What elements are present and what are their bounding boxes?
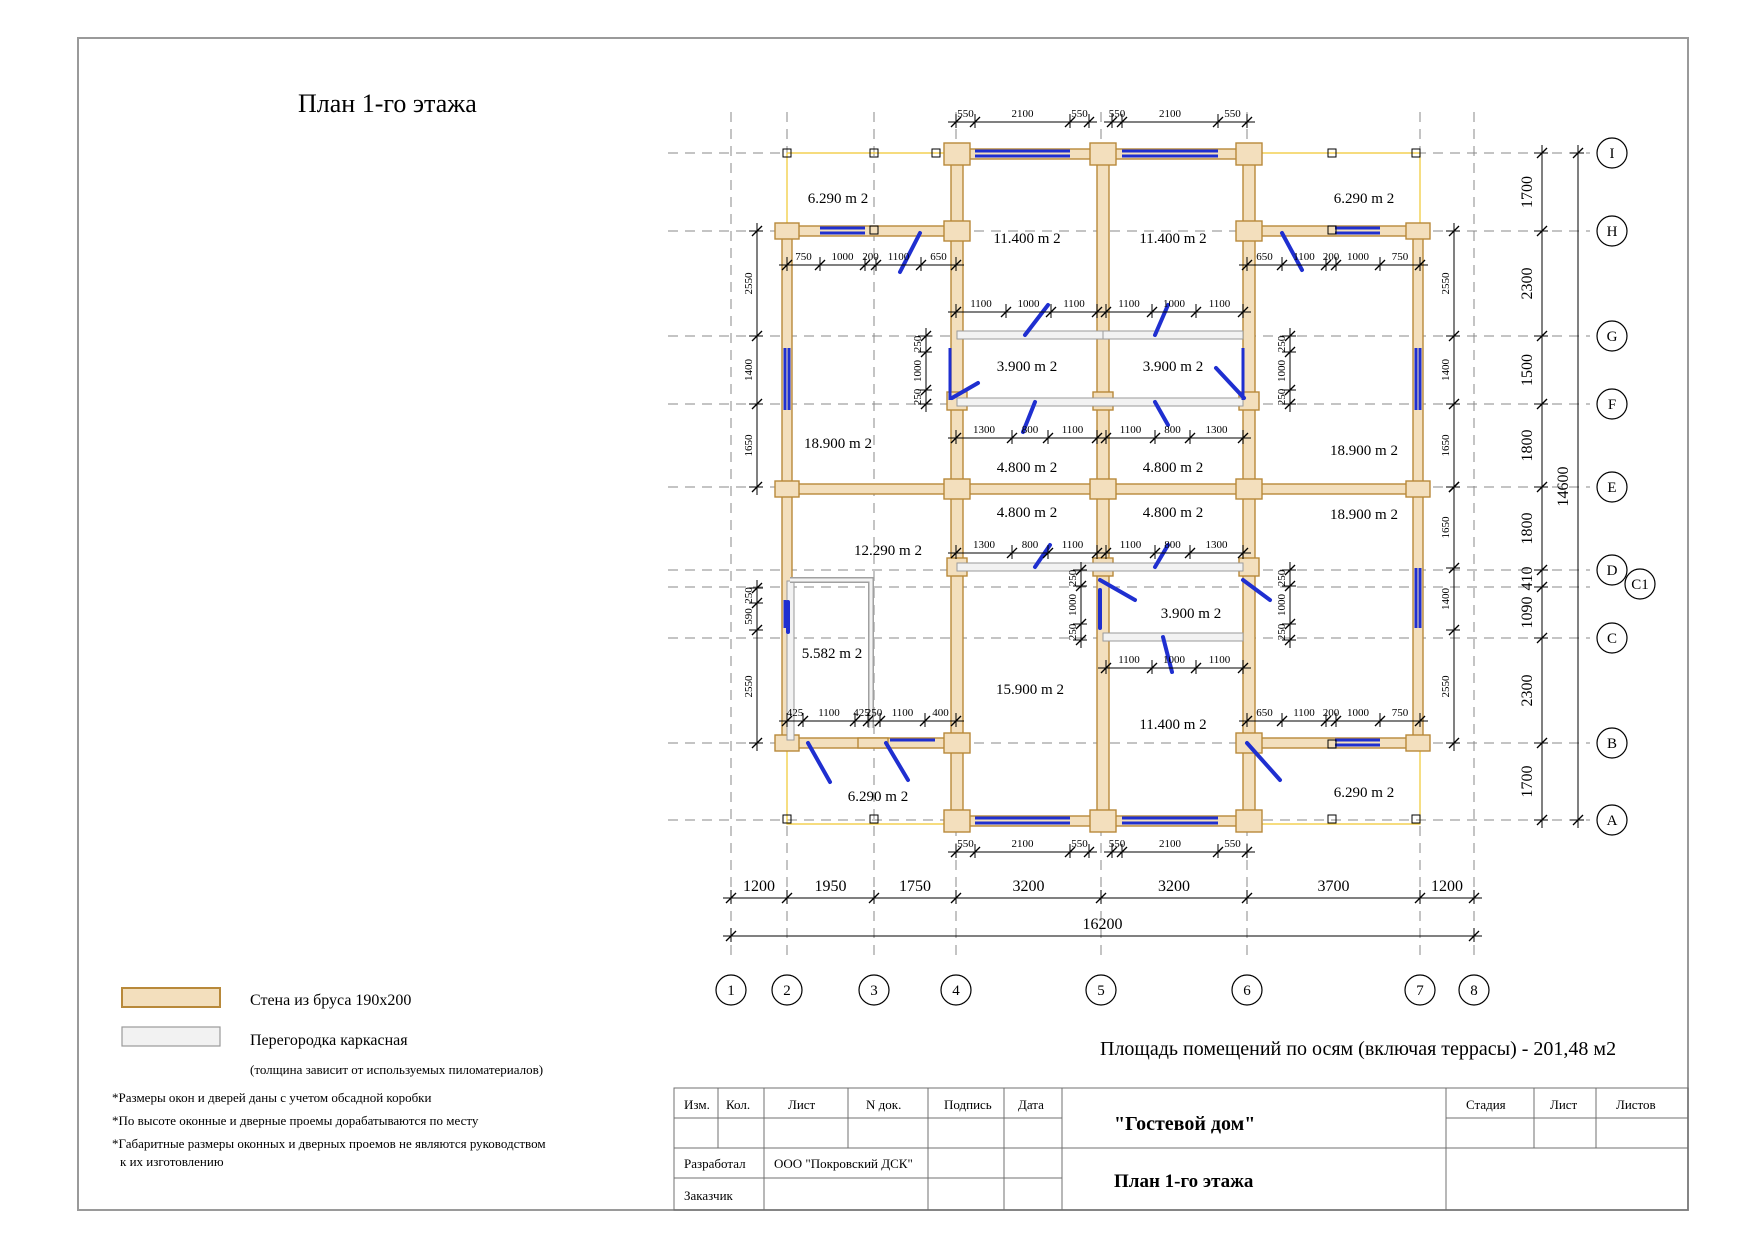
dim-top-right-0: 550 <box>1108 108 1126 120</box>
dim-right-chain-7: 2300 <box>1519 674 1536 707</box>
legend-partition-swatch <box>122 1027 220 1046</box>
frame-partitions <box>787 331 1243 740</box>
room-area-8: 4.800 m 2 <box>1142 460 1204 476</box>
room-area-14: 3.900 m 2 <box>1160 606 1222 622</box>
dim-d-right-0: 1100 <box>1119 539 1142 551</box>
tb-sheet-name: План 1-го этажа <box>1114 1171 1254 1192</box>
dim-top-left-2: 550 <box>1071 108 1088 120</box>
dim-bottom-chain-6: 1200 <box>1431 878 1463 895</box>
dim-vert-a-1: 1000 <box>912 360 924 382</box>
dim-f-right-2: 1300 <box>1205 424 1228 436</box>
dim-bottom-chain-4: 3200 <box>1158 878 1190 895</box>
room-area-15: 5.582 m 2 <box>801 646 863 662</box>
dim-b-right-2: 200 <box>1322 707 1340 719</box>
room-area-11: 4.800 m 2 <box>996 505 1058 521</box>
tb-project: "Гостевой дом" <box>1114 1113 1256 1135</box>
dim-bottom-right-0: 550 <box>1108 838 1126 850</box>
dim-c-row-1: 1000 <box>1163 654 1185 666</box>
dim-top-left-1: 2100 <box>1011 108 1034 120</box>
legend <box>122 988 543 1077</box>
dim-d-right-1: 800 <box>1164 539 1181 551</box>
room-area-17: 11.400 m 2 <box>1139 717 1207 733</box>
tb-podpis: Подпись <box>944 1097 992 1112</box>
dim-vert-a-0: 250 <box>912 335 924 353</box>
dim-bottom-left-2: 550 <box>1071 838 1088 850</box>
room-area-16: 15.900 m 2 <box>996 682 1064 698</box>
area-note: Площадь помещений по осям (включая террасы) - 201,48 м2 <box>1100 1038 1617 1060</box>
axis-label-C1: C1 <box>1631 577 1649 593</box>
room-area-7: 4.800 m 2 <box>996 460 1058 476</box>
dim-d-right-2: 1300 <box>1205 539 1228 551</box>
dim-c-row-2: 1100 <box>1208 654 1231 666</box>
room-area-12: 4.800 m 2 <box>1142 505 1204 521</box>
axis-label-G: G <box>1606 329 1618 345</box>
dim-b-left-1: 1100 <box>818 707 840 719</box>
dim-b-right-3: 1000 <box>1347 707 1369 719</box>
dim-f-right-1: 800 <box>1164 424 1181 436</box>
dim-g-right-2: 1100 <box>1208 298 1231 310</box>
note-3: *Габаритные размеры оконных и дверных проемов не являются руководством <box>112 1136 546 1151</box>
dim-h-right-3: 1000 <box>1347 251 1369 263</box>
dim-d-left-0: 1300 <box>973 539 995 551</box>
room-area-18: 6.290 m 2 <box>847 789 909 805</box>
dim-h-right-1: 1100 <box>1293 251 1315 263</box>
dim-h-left-1: 1000 <box>831 251 854 263</box>
dim-bottom-chain-5: 3700 <box>1317 878 1350 895</box>
dim-vert-b-2: 250 <box>1276 388 1288 406</box>
dim-vert-c-0: 250 <box>1067 569 1079 587</box>
dim-right-total-0: 14600 <box>1555 466 1572 507</box>
tb-izm: Изм. <box>684 1097 710 1112</box>
dim-vert-d-2: 250 <box>1276 623 1288 641</box>
sheet-title: План 1-го этажа <box>298 89 477 118</box>
dim-g-left-2: 1100 <box>1063 298 1085 310</box>
dim-h-left-0: 750 <box>795 251 812 263</box>
axis-label-3: 3 <box>870 983 878 999</box>
dim-left-lower-2: 2550 <box>743 675 755 698</box>
dim-right-chain-2: 1500 <box>1519 354 1536 386</box>
dim-h-right-4: 750 <box>1391 251 1409 263</box>
dim-f-left-2: 1100 <box>1061 424 1084 436</box>
dim-b-left-2: 425 <box>853 707 870 719</box>
dim-g-right-1: 1000 <box>1163 298 1185 310</box>
log-walls <box>775 143 1430 832</box>
axis-label-C: C <box>1606 631 1618 647</box>
axis-label-D: D <box>1606 563 1618 579</box>
dim-b-left-5: 400 <box>932 707 949 719</box>
dim-g-right-0: 1100 <box>1118 298 1140 310</box>
dim-top-right-1: 2100 <box>1159 108 1181 120</box>
tb-stadiya: Стадия <box>1466 1097 1506 1112</box>
dim-right-lower-1: 1400 <box>1440 588 1452 610</box>
dim-vert-c-1: 1000 <box>1067 594 1079 616</box>
axis-label-H: H <box>1606 224 1618 240</box>
dim-left-lower-0: 250 <box>743 587 755 604</box>
axis-label-2: 2 <box>783 983 791 999</box>
dim-bottom-chain-3: 3200 <box>1012 878 1045 895</box>
legend-wall-swatch <box>122 988 220 1007</box>
dim-left-upper-0: 2550 <box>743 272 755 295</box>
dim-b-left-0: 425 <box>786 707 804 719</box>
dim-bottom-chain-2: 1750 <box>899 878 931 895</box>
dim-vert-c-2: 250 <box>1067 623 1079 641</box>
dim-g-left-0: 1100 <box>970 298 992 310</box>
room-area-10: 12.290 m 2 <box>854 543 922 559</box>
dim-h-left-4: 650 <box>930 251 947 263</box>
dim-h-right-2: 200 <box>1322 251 1340 263</box>
dim-right-chain-8: 1700 <box>1519 765 1536 798</box>
room-area-19: 6.290 m 2 <box>1333 785 1395 801</box>
dim-b-right-1: 1100 <box>1293 707 1315 719</box>
dim-h-left-2: 200 <box>862 251 879 263</box>
tb-razrab: Разработал <box>684 1156 746 1171</box>
tb-zakaz: Заказчик <box>684 1188 733 1203</box>
dim-bottom-chain-0: 1200 <box>743 878 775 895</box>
axis-label-1: 1 <box>727 983 735 999</box>
dim-right-chain-3: 1800 <box>1519 429 1536 462</box>
axis-label-8: 8 <box>1470 983 1478 999</box>
dim-f-left-1: 800 <box>1021 424 1039 436</box>
tb-list: Лист <box>788 1097 816 1112</box>
axis-label-B: B <box>1606 736 1618 752</box>
room-area-5: 3.900 m 2 <box>1142 359 1204 375</box>
legend-wall-label: Стена из бруса 190х200 <box>250 992 412 1009</box>
dim-right-lower-0: 1650 <box>1440 516 1452 539</box>
room-area-9: 18.900 m 2 <box>1330 443 1398 459</box>
note-2: *По высоте оконные и дверные проемы дорабатываются по месту <box>112 1113 479 1128</box>
dim-vert-d-1: 1000 <box>1276 594 1288 616</box>
tb-ndok: N док. <box>866 1097 902 1112</box>
legend-partition-note: (толщина зависит от используемых пиломатериалов) <box>250 1062 544 1077</box>
dim-b-right-0: 650 <box>1256 707 1273 719</box>
dim-b-right-4: 750 <box>1391 707 1409 719</box>
tb-kol: Кол. <box>726 1097 751 1112</box>
room-area-3: 6.290 m 2 <box>1333 191 1395 207</box>
room-area-4: 3.900 m 2 <box>996 359 1058 375</box>
room-area-6: 18.900 m 2 <box>804 436 872 452</box>
legend-partition-label: Перегородка каркасная <box>250 1032 408 1049</box>
dim-left-upper-2: 1650 <box>743 434 755 457</box>
note-4: к их изготовлению <box>120 1154 224 1169</box>
dim-f-right-0: 1100 <box>1119 424 1142 436</box>
tb-razrab-org: ООО "Покровский ДСК" <box>774 1156 913 1171</box>
dim-f-left-0: 1300 <box>973 424 995 436</box>
dim-right-upper-1: 1400 <box>1440 359 1452 381</box>
dim-right-chain-5: 410 <box>1519 566 1536 591</box>
dim-vert-a-2: 250 <box>912 388 924 406</box>
dim-right-chain-0: 1700 <box>1519 176 1536 208</box>
tb-data: Дата <box>1018 1097 1044 1112</box>
dim-g-left-1: 1000 <box>1017 298 1040 310</box>
axis-label-5: 5 <box>1097 983 1105 999</box>
dim-vert-b-1: 1000 <box>1276 360 1288 382</box>
dim-c-row-0: 1100 <box>1118 654 1140 666</box>
dim-h-left-3: 1100 <box>887 251 910 263</box>
title-block <box>674 1088 1688 1210</box>
dim-left-lower-1: 590 <box>743 608 755 625</box>
axis-label-I: I <box>1609 146 1615 162</box>
dim-top-left-0: 550 <box>957 108 974 120</box>
dim-bottom-right-2: 550 <box>1224 838 1241 850</box>
axis-label-7: 7 <box>1416 983 1424 999</box>
axis-label-4: 4 <box>952 983 960 999</box>
axis-label-6: 6 <box>1243 983 1251 999</box>
dim-right-chain-4: 1800 <box>1519 512 1536 545</box>
room-area-13: 18.900 m 2 <box>1330 507 1398 523</box>
room-area-2: 11.400 m 2 <box>1139 231 1207 247</box>
tb-listov: Листов <box>1616 1097 1656 1112</box>
dim-h-right-0: 650 <box>1256 251 1273 263</box>
dim-b-left-4: 1100 <box>891 707 914 719</box>
dim-top-right-2: 550 <box>1224 108 1241 120</box>
dim-right-upper-2: 1650 <box>1440 434 1452 457</box>
axis-label-A: A <box>1606 813 1618 829</box>
dim-right-chain-1: 2300 <box>1519 267 1536 300</box>
dim-d-left-1: 800 <box>1021 539 1039 551</box>
dim-vert-b-0: 250 <box>1276 335 1288 353</box>
dim-bottom-left-1: 2100 <box>1011 838 1034 850</box>
dim-bottom-chain-1: 1950 <box>814 878 847 895</box>
room-area-1: 11.400 m 2 <box>993 231 1061 247</box>
room-area-0: 6.290 m 2 <box>807 191 869 207</box>
axis-label-E: E <box>1607 480 1617 496</box>
dim-bottom-left-0: 550 <box>957 838 974 850</box>
notes <box>112 1090 546 1169</box>
note-1: *Размеры окон и дверей даны с учетом обсадной коробки <box>112 1090 432 1105</box>
dim-b-left-3: 250 <box>865 707 883 719</box>
dim-left-upper-1: 1400 <box>743 359 755 381</box>
dim-right-upper-0: 2550 <box>1440 272 1452 295</box>
dim-d-left-2: 1100 <box>1061 539 1084 551</box>
dim-right-lower-2: 2550 <box>1440 675 1452 698</box>
dim-right-chain-6: 1090 <box>1519 596 1536 629</box>
dim-bottom-total-0: 16200 <box>1082 916 1123 933</box>
dim-vert-d-0: 250 <box>1276 569 1288 587</box>
axis-label-F: F <box>1607 397 1617 413</box>
dim-bottom-right-1: 2100 <box>1159 838 1181 850</box>
tb-list2: Лист <box>1550 1097 1578 1112</box>
